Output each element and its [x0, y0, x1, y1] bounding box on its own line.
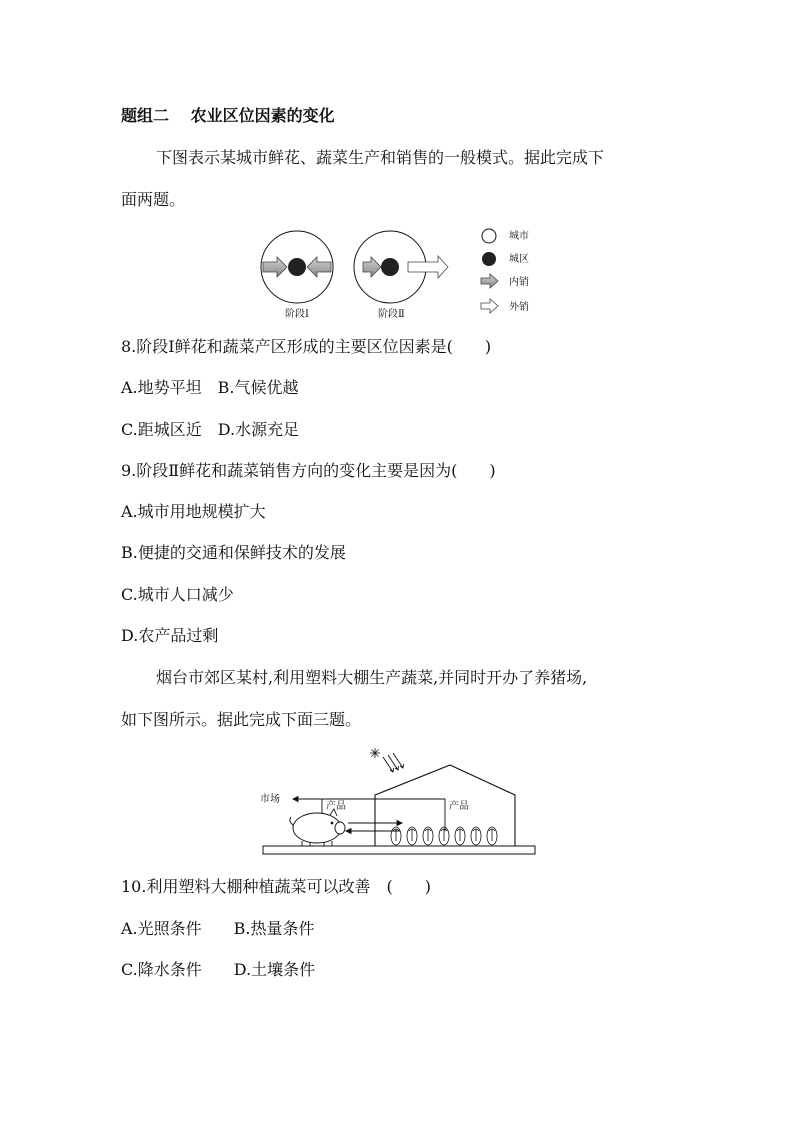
- intro-paragraph-1-line-1: 下图表示某城市鲜花、蔬菜生产和销售的一般模式。据此完成下: [156, 148, 605, 167]
- question-9-stem: 9.阶段Ⅱ鲜花和蔬菜销售方向的变化主要是因为( ): [121, 461, 496, 480]
- question-9-option-a: A.城市用地规模扩大: [121, 502, 266, 521]
- legend-city-label: 城市: [509, 231, 529, 242]
- label-product-right: 产品: [449, 801, 469, 812]
- question-8-options-cd: C.距城区近 D.水源充足: [121, 420, 300, 439]
- intro-paragraph-2-line-2: 如下图所示。据此完成下面三题。: [121, 710, 362, 729]
- intro-paragraph-2-line-1: 烟台市郊区某村,利用塑料大棚生产蔬菜,并同时开办了养猪场,: [156, 668, 588, 687]
- stage-1-diagram: [261, 231, 333, 320]
- question-9-option-b: B.便捷的交通和保鲜技术的发展: [121, 543, 346, 562]
- sunlight-rays-icon: [383, 753, 404, 772]
- label-market: 市场: [260, 794, 280, 805]
- legend-urban-icon: [482, 252, 496, 266]
- figure-sales-pattern: [255, 226, 555, 320]
- pig-icon: [290, 809, 345, 846]
- question-10-options-cd: C.降水条件 D.土壤条件: [121, 960, 316, 979]
- legend-export-label: 外销: [509, 302, 529, 313]
- question-10-options-ab: A.光照条件 B.热量条件: [121, 919, 315, 938]
- stage-1-label: 阶段Ⅰ: [285, 309, 309, 320]
- stage-2-urban-dot: [381, 258, 399, 276]
- question-8-stem: 8.阶段Ⅰ鲜花和蔬菜产区形成的主要区位因素是( ): [121, 337, 492, 356]
- stage-2-label: 阶段Ⅱ: [378, 309, 405, 320]
- sun-icon: [370, 748, 380, 758]
- legend-city-icon: [482, 229, 496, 243]
- intro-paragraph-1-line-2: 面两题。: [121, 190, 186, 209]
- legend-domestic-label: 内销: [509, 277, 529, 288]
- question-9-option-d: D.农产品过剩: [121, 626, 219, 645]
- legend-domestic-arrow-icon: [481, 274, 498, 288]
- vegetable-rows: [391, 827, 497, 845]
- stage-2-diagram: [354, 231, 448, 320]
- legend-export-arrow-icon: [481, 299, 498, 313]
- figure-greenhouse-pigfarm: [260, 745, 540, 857]
- section-title: 题组二 农业区位因素的变化: [121, 106, 335, 125]
- ground-strip: [263, 846, 535, 854]
- stage-1-urban-dot: [288, 258, 306, 276]
- question-9-option-c: C.城市人口减少: [121, 585, 234, 604]
- figure-legend: [481, 229, 529, 313]
- legend-urban-label: 城区: [509, 254, 529, 265]
- question-10-stem: 10.利用塑料大棚种植蔬菜可以改善 ( ): [121, 877, 431, 896]
- question-8-options-ab: A.地势平坦 B.气候优越: [121, 378, 299, 397]
- label-product-left: 产品: [326, 801, 346, 812]
